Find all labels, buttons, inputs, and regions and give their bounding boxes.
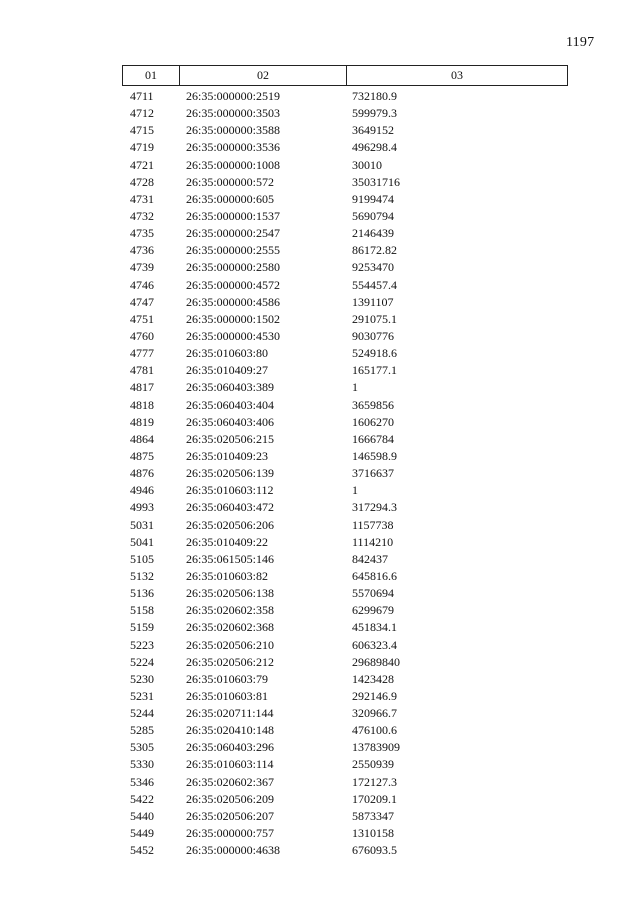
table-row: [122, 482, 568, 499]
table-cell-02: 26:35:000000:2555: [186, 243, 281, 258]
table-row: [122, 671, 568, 688]
table-cell-02: 26:35:000000:1537: [186, 208, 281, 223]
table-row: [122, 259, 568, 276]
table-row: [122, 756, 568, 773]
table-cell-02: 26:35:020506:209: [186, 791, 275, 806]
table-cell-02: 26:35:000000:4586: [186, 294, 281, 309]
table-cell-02: 26:35:020506:215: [186, 431, 275, 446]
table-cell-01: 4864: [130, 431, 154, 446]
table-cell-03: 524918.6: [352, 346, 397, 361]
table-cell-01: 5422: [130, 791, 154, 806]
table-cell-02: 26:35:020602:358: [186, 603, 275, 618]
table-cell-01: 5223: [130, 637, 154, 652]
table-cell-03: 1666784: [352, 431, 394, 446]
table-row: [122, 311, 568, 328]
table-cell-01: 4721: [130, 157, 154, 172]
table-cell-01: 5452: [130, 843, 154, 858]
table-row: [122, 88, 568, 105]
table-cell-03: 676093.5: [352, 843, 397, 858]
page-number: 1197: [566, 35, 595, 50]
table-row: [122, 774, 568, 791]
table-cell-03: 645816.6: [352, 568, 397, 583]
table-cell-03: 1423428: [352, 671, 394, 686]
table-cell-03: 320966.7: [352, 706, 397, 721]
table-cell-03: 9030776: [352, 328, 394, 343]
table-row: [122, 105, 568, 122]
table-cell-01: 5041: [130, 534, 154, 549]
data-table: [122, 65, 568, 859]
table-cell-01: 4736: [130, 243, 154, 258]
table-row: [122, 174, 568, 191]
table-row: [122, 225, 568, 242]
table-body: [122, 88, 568, 859]
table-row: [122, 499, 568, 516]
table-cell-02: 26:35:020602:368: [186, 620, 275, 635]
table-cell-03: 6299679: [352, 603, 394, 618]
table-cell-01: 4819: [130, 414, 154, 429]
table-cell-03: 170209.1: [352, 791, 397, 806]
table-cell-02: 26:35:020506:139: [186, 466, 275, 481]
table-cell-03: 292146.9: [352, 688, 397, 703]
table-cell-01: 5105: [130, 551, 154, 566]
table-cell-01: 4719: [130, 140, 154, 155]
table-cell-03: 29689840: [352, 654, 400, 669]
table-row: [122, 208, 568, 225]
table-row: [122, 414, 568, 431]
table-cell-01: 4715: [130, 123, 154, 138]
table-cell-03: 1606270: [352, 414, 394, 429]
table-row: [122, 139, 568, 156]
table-row: [122, 277, 568, 294]
table-cell-01: 4817: [130, 380, 154, 395]
table-row: [122, 825, 568, 842]
table-cell-01: 5346: [130, 774, 154, 789]
table-cell-02: 26:35:000000:4638: [186, 843, 281, 858]
table-cell-02: 26:35:010409:27: [186, 363, 269, 378]
table-row: [122, 602, 568, 619]
table-cell-01: 4747: [130, 294, 154, 309]
table-cell-03: 496298.4: [352, 140, 397, 155]
table-cell-03: 9253470: [352, 260, 394, 275]
table-cell-01: 5031: [130, 517, 154, 532]
table-cell-03: 451834.1: [352, 620, 397, 635]
column-header-01: 01: [123, 66, 180, 85]
table-cell-01: 4993: [130, 500, 154, 515]
table-cell-02: 26:35:010409:23: [186, 448, 269, 463]
table-cell-03: 172127.3: [352, 774, 397, 789]
table-cell-02: 26:35:000000:605: [186, 191, 275, 206]
table-row: [122, 465, 568, 482]
table-cell-01: 5136: [130, 586, 154, 601]
table-cell-01: 4781: [130, 363, 154, 378]
table-cell-01: 4735: [130, 226, 154, 241]
table-cell-01: 4731: [130, 191, 154, 206]
table-row: [122, 345, 568, 362]
table-cell-03: 1157738: [352, 517, 394, 532]
table-cell-03: 13783909: [352, 740, 400, 755]
table-cell-03: 3659856: [352, 397, 394, 412]
table-row: [122, 619, 568, 636]
table-row: [122, 688, 568, 705]
table-cell-02: 26:35:000000:4572: [186, 277, 281, 292]
table-row: [122, 568, 568, 585]
table-cell-02: 26:35:000000:2519: [186, 89, 281, 103]
table-cell-01: 4712: [130, 106, 154, 121]
table-cell-02: 26:35:020506:210: [186, 637, 275, 652]
table-row: [122, 808, 568, 825]
table-row: [122, 705, 568, 722]
table-cell-02: 26:35:000000:572: [186, 174, 275, 189]
table-cell-02: 26:35:020410:148: [186, 723, 275, 738]
table-row: [122, 379, 568, 396]
table-row: [122, 328, 568, 345]
table-cell-02: 26:35:061505:146: [186, 551, 275, 566]
table-cell-01: 4760: [130, 328, 154, 343]
table-cell-01: 4875: [130, 448, 154, 463]
table-cell-02: 26:35:060403:404: [186, 397, 275, 412]
table-row: [122, 397, 568, 414]
table-row: [122, 191, 568, 208]
table-row: [122, 242, 568, 259]
table-cell-03: 1310158: [352, 826, 394, 841]
table-cell-02: 26:35:010409:22: [186, 534, 269, 549]
table-cell-03: 842437: [352, 551, 388, 566]
table-cell-01: 5158: [130, 603, 154, 618]
table-row: [122, 654, 568, 671]
table-cell-02: 26:35:010603:79: [186, 671, 269, 686]
table-cell-03: 732180.9: [352, 89, 397, 103]
table-cell-02: 26:35:000000:4530: [186, 328, 281, 343]
table-cell-03: 146598.9: [352, 448, 397, 463]
table-cell-02: 26:35:000000:3503: [186, 106, 281, 121]
table-cell-03: 599979.3: [352, 106, 397, 121]
table-cell-01: 4777: [130, 346, 154, 361]
table-cell-03: 3716637: [352, 466, 394, 481]
table-cell-03: 317294.3: [352, 500, 397, 515]
table-row: [122, 362, 568, 379]
table-row: [122, 842, 568, 859]
table-cell-03: 86172.82: [352, 243, 397, 258]
table-cell-01: 4732: [130, 208, 154, 223]
table-cell-01: 4946: [130, 483, 154, 498]
table-cell-01: 4711: [130, 89, 154, 103]
table-cell-02: 26:35:000000:3536: [186, 140, 281, 155]
table-cell-03: 1: [352, 483, 358, 498]
table-cell-03: 1: [352, 380, 358, 395]
table-cell-02: 26:35:000000:757: [186, 826, 275, 841]
table-row: [122, 534, 568, 551]
table-cell-03: 1114210: [352, 534, 394, 549]
table-cell-03: 30010: [352, 157, 382, 172]
table-cell-02: 26:35:000000:2547: [186, 226, 281, 241]
table-cell-02: 26:35:060403:389: [186, 380, 275, 395]
table-cell-02: 26:35:010603:82: [186, 568, 269, 583]
table-cell-03: 606323.4: [352, 637, 397, 652]
table-cell-03: 5570694: [352, 586, 394, 601]
column-header-02: 02: [180, 66, 347, 85]
table-cell-02: 26:35:060403:296: [186, 740, 275, 755]
table-cell-03: 5873347: [352, 808, 394, 823]
table-cell-01: 4728: [130, 174, 154, 189]
table-cell-03: 1391107: [352, 294, 394, 309]
table-row: [122, 157, 568, 174]
table-cell-02: 26:35:020506:138: [186, 586, 275, 601]
table-cell-01: 4876: [130, 466, 154, 481]
column-header-03: 03: [451, 68, 463, 82]
table-cell-02: 26:35:020711:144: [186, 706, 274, 721]
table-cell-03: 3649152: [352, 123, 394, 138]
table-cell-03: 35031716: [352, 174, 400, 189]
table-cell-02: 26:35:020602:367: [186, 774, 275, 789]
table-row: [122, 637, 568, 654]
table-cell-02: 26:35:000000:3588: [186, 123, 281, 138]
table-cell-02: 26:35:010603:81: [186, 688, 269, 703]
table-row: [122, 294, 568, 311]
table-row: [122, 791, 568, 808]
table-cell-02: 26:35:020506:207: [186, 808, 275, 823]
table-row: [122, 517, 568, 534]
table-cell-02: 26:35:010603:112: [186, 483, 274, 498]
table-row: [122, 739, 568, 756]
table-cell-03: 165177.1: [352, 363, 397, 378]
table-cell-01: 4739: [130, 260, 154, 275]
table-cell-01: 4818: [130, 397, 154, 412]
table-header-row: [122, 65, 568, 86]
table-cell-02: 26:35:060403:406: [186, 414, 275, 429]
table-cell-02: 26:35:010603:114: [186, 757, 274, 772]
table-cell-01: 5132: [130, 568, 154, 583]
table-cell-01: 5440: [130, 808, 154, 823]
table-cell-03: 476100.6: [352, 723, 397, 738]
table-row: [122, 431, 568, 448]
table-cell-01: 4746: [130, 277, 154, 292]
table-cell-01: 5330: [130, 757, 154, 772]
table-cell-01: 4751: [130, 311, 154, 326]
table-cell-03: 291075.1: [352, 311, 397, 326]
table-row: [122, 551, 568, 568]
table-cell-03: 2550939: [352, 757, 394, 772]
table-cell-02: 26:35:000000:2580: [186, 260, 281, 275]
table-cell-02: 26:35:020506:206: [186, 517, 275, 532]
table-cell-03: 554457.4: [352, 277, 397, 292]
table-cell-01: 5449: [130, 826, 154, 841]
table-cell-01: 5305: [130, 740, 154, 755]
table-row: [122, 122, 568, 139]
table-row: [122, 585, 568, 602]
table-cell-01: 5224: [130, 654, 154, 669]
table-cell-01: 5244: [130, 706, 154, 721]
table-row: [122, 722, 568, 739]
table-row: [122, 448, 568, 465]
table-cell-01: 5231: [130, 688, 154, 703]
table-cell-01: 5285: [130, 723, 154, 738]
table-cell-02: 26:35:010603:80: [186, 346, 269, 361]
table-cell-02: 26:35:000000:1502: [186, 311, 281, 326]
table-cell-02: 26:35:000000:1008: [186, 157, 281, 172]
table-cell-03: 9199474: [352, 191, 394, 206]
table-cell-02: 26:35:020506:212: [186, 654, 275, 669]
table-cell-03: 5690794: [352, 208, 394, 223]
table-cell-02: 26:35:060403:472: [186, 500, 275, 515]
table-cell-01: 5159: [130, 620, 154, 635]
table-cell-01: 5230: [130, 671, 154, 686]
table-cell-03: 2146439: [352, 226, 394, 241]
